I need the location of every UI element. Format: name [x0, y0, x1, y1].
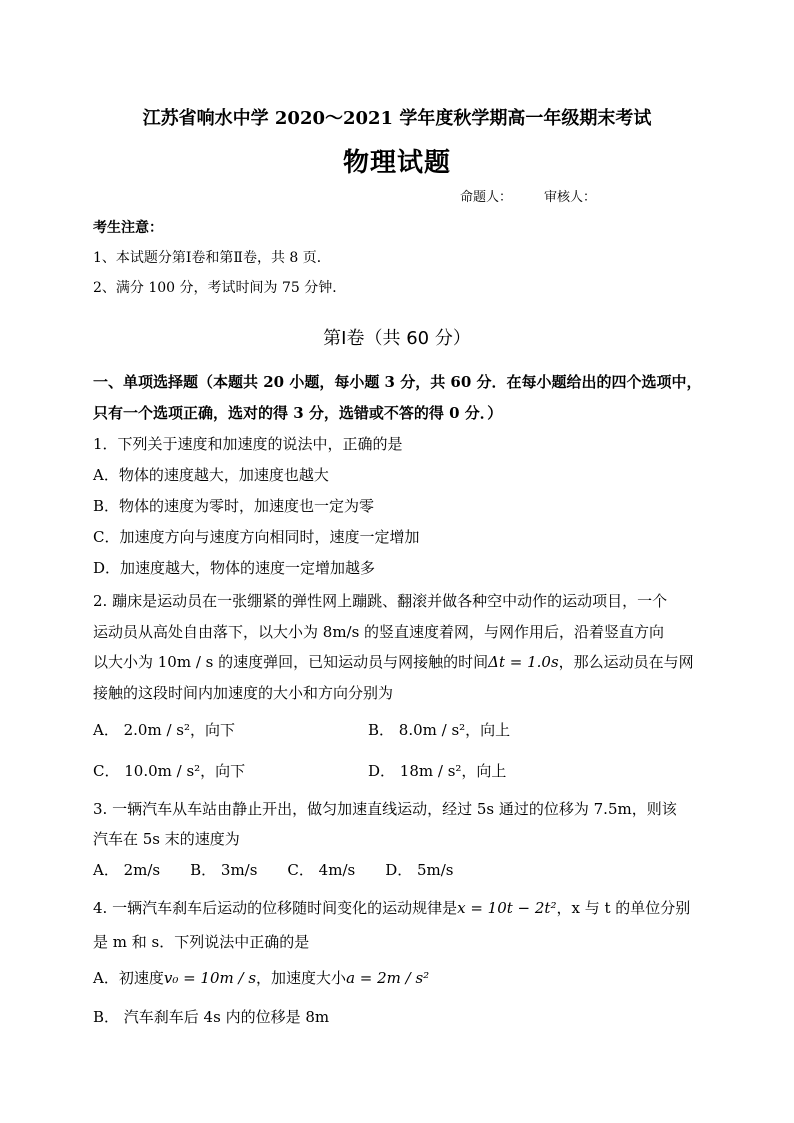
q4-displacement-formula: x = 10t − 2t² — [457, 899, 557, 917]
q4-line-1 — [93, 898, 690, 918]
notice-item-2: 2、满分 100 分，考试时间为 75 分钟． — [93, 280, 347, 296]
section-instructions-1: 一、单项选择题（本题共 20 小题，每小题 3 分，共 60 分．在每小题给出的四个选项中， — [93, 373, 702, 391]
q3-line-2: 汽车在 5s 末的速度为 — [93, 830, 240, 848]
q4-option-b: B． 汽车刹车后 4s 内的位移是 8m — [93, 1008, 330, 1026]
q1-option-a: A．物体的速度越大，加速度也越大 — [93, 466, 329, 484]
q3-options: A． 2m/s B． 3m/s C． 4m/s D． 5m/s — [93, 861, 454, 879]
notice-item-1: 1、本试题分第Ⅰ卷和第Ⅱ卷，共 8 页． — [93, 250, 331, 266]
q2-line-2: 运动员从高处自由落下，以大小为 8m/s 的竖直速度着网，与网作用后，沿着竖直方向 — [93, 623, 665, 641]
q2-time-formula: Δt = 1.0s — [488, 653, 559, 671]
q2-line-4: 接触的这段时间内加速度的大小和方向分别为 — [93, 684, 394, 702]
reviewer-label: 审核人： — [544, 190, 597, 205]
q2-line-1: 2. 蹦床是运动员在一张绷紧的弹性网上蹦跳、翻滚并做各种空中动作的运动项目，一个 — [93, 592, 668, 610]
q2-option-b: B． 8.0m / s²，向上 — [368, 721, 511, 739]
q1-option-b: B．物体的速度为零时，加速度也一定为零 — [93, 497, 375, 515]
setter-label: 命题人： — [460, 190, 513, 205]
exam-subject: 物理试题 — [342, 148, 451, 178]
q3-line-1: 3. 一辆汽车从车站由静止开出，做匀加速直线运动，经过 5s 通过的位移为 7.5m，则该 — [93, 800, 677, 818]
part-title: 第Ⅰ卷（共 60 分） — [323, 328, 471, 349]
q4-line-2: 是 m 和 s．下列说法中正确的是 — [93, 933, 310, 951]
q4-option-a-mid: ，加速度大小 — [256, 969, 347, 987]
q4-initial-velocity: v₀ = 10m / s — [163, 969, 257, 987]
q4-acceleration: a = 2m / s² — [346, 969, 430, 987]
q2-option-d: D． 18m / s²，向上 — [368, 762, 507, 780]
q2-line-3 — [93, 652, 694, 672]
q2-option-c: C． 10.0m / s²，向下 — [93, 762, 246, 780]
exam-title: 江苏省响水中学 2020～2021 学年度秋学期高一年级期末考试 — [142, 108, 652, 129]
q4-option-a-text: A．初速度 — [93, 969, 164, 987]
q1-stem: 1．下列关于速度和加速度的说法中，正确的是 — [93, 435, 403, 453]
q2-option-a: A． 2.0m / s²，向下 — [93, 721, 235, 739]
q4-line-1-tail: ，x 与 t 的单位分别 — [556, 899, 691, 917]
signature-line — [460, 186, 628, 205]
q2-line-3-text: 以大小为 10m / s 的速度弹回，已知运动员与网接触的时间 — [93, 653, 489, 671]
section-instructions-2: 只有一个选项正确，选对的得 3 分，选错或不答的得 0 分．） — [93, 404, 503, 422]
q1-option-d: D．加速度越大，物体的速度一定增加越多 — [93, 559, 376, 577]
q1-option-c: C．加速度方向与速度方向相同时，速度一定增加 — [93, 528, 420, 546]
q4-option-a — [93, 968, 429, 988]
q2-line-3-tail: ，那么运动员在与网 — [558, 653, 694, 671]
notice-heading: 考生注意： — [93, 220, 163, 236]
q4-line-1-text: 4. 一辆汽车刹车后运动的位移随时间变化的运动规律是 — [93, 899, 458, 917]
